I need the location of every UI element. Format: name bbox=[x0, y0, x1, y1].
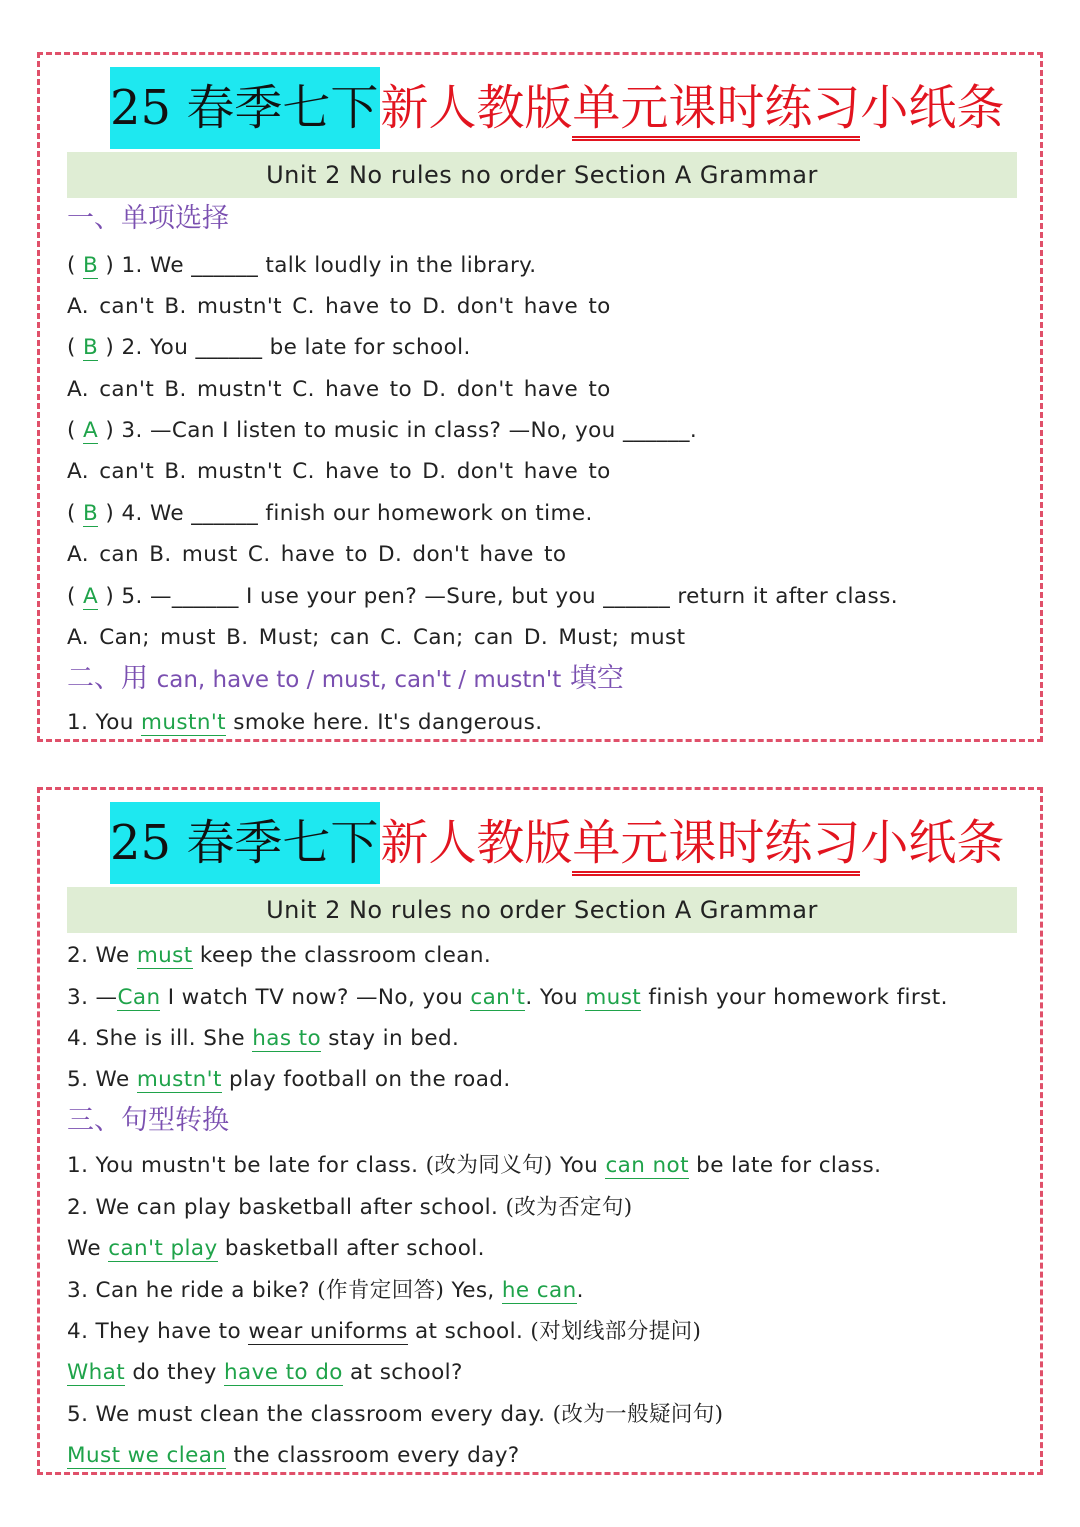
answer: B bbox=[83, 253, 99, 278]
unit-banner: Unit 2 No rules no order Section A Grammar bbox=[67, 887, 1017, 933]
transform-2-answer: We can't play basketball after school. bbox=[67, 1236, 485, 1261]
title-highlight: 25 春季七下 bbox=[110, 67, 380, 149]
options-1: A. can't B. mustn't C. have to D. don't have to bbox=[67, 294, 611, 319]
worksheet-title: 25 春季七下新人教版单元课时练习小纸条 bbox=[110, 67, 1004, 149]
unit-banner: Unit 2 No rules no order Section A Grammar bbox=[67, 152, 1017, 198]
fill-4: 4. She is ill. She has to stay in bed. bbox=[67, 1026, 460, 1051]
fill-3: 3. —Can I watch TV now? —No, you can't. You must finish your homework first. bbox=[67, 985, 948, 1010]
underlined-phrase: wear uniforms bbox=[248, 1319, 408, 1344]
answer: can not bbox=[605, 1153, 689, 1178]
answer: What bbox=[67, 1360, 126, 1385]
options-2: A. can't B. mustn't C. have to D. don't have to bbox=[67, 377, 611, 402]
answer: can't bbox=[470, 985, 526, 1010]
section-heading: 三、句型转换 bbox=[67, 1105, 229, 1136]
answer: B bbox=[83, 501, 99, 526]
section-heading: 一、单项选择 bbox=[67, 203, 229, 234]
transform-1: 1. You mustn't be late for class. (改为同义句) You can not be late for class. bbox=[67, 1153, 882, 1178]
answer: have to do bbox=[224, 1360, 343, 1385]
worksheet-card-1 bbox=[37, 52, 1043, 742]
worksheet-title: 25 春季七下新人教版单元课时练习小纸条 bbox=[110, 802, 1004, 884]
transform-4-answer: What do they have to do at school? bbox=[67, 1360, 463, 1385]
answer: must bbox=[136, 943, 193, 968]
question-1: ( B ) 1. We ______ talk loudly in the library. bbox=[67, 253, 537, 278]
fill-1: 1. You mustn't smoke here. It's dangerous. bbox=[67, 710, 543, 735]
transform-5: 5. We must clean the classroom every day. (改为一般疑问句) bbox=[67, 1402, 724, 1427]
title-highlight: 25 春季七下 bbox=[110, 802, 380, 884]
answer: B bbox=[83, 335, 99, 360]
answer: has to bbox=[252, 1026, 322, 1051]
options-5: A. Can; must B. Must; can C. Can; can D. Must; must bbox=[67, 625, 686, 650]
section-heading: 二、用 can, have to / must, can't / mustn't 填空 bbox=[67, 663, 624, 694]
transform-4: 4. They have to wear uniforms at school. (对划线部分提问) bbox=[67, 1319, 702, 1344]
options-4: A. can B. must C. have to D. don't have to bbox=[67, 542, 567, 567]
answer: he can bbox=[501, 1278, 577, 1303]
answer: can't play bbox=[108, 1236, 218, 1261]
question-3: ( A ) 3. —Can I listen to music in class? —No, you ______. bbox=[67, 418, 698, 443]
answer: must bbox=[585, 985, 642, 1010]
worksheet-card-2 bbox=[37, 787, 1043, 1475]
options-3: A. can't B. mustn't C. have to D. don't have to bbox=[67, 459, 611, 484]
question-2: ( B ) 2. You ______ be late for school. bbox=[67, 335, 471, 360]
question-5: ( A ) 5. —______ I use your pen? —Sure, but you ______ return it after class. bbox=[67, 584, 898, 609]
fill-5: 5. We mustn't play football on the road. bbox=[67, 1067, 511, 1092]
answer: mustn't bbox=[141, 710, 227, 735]
transform-3: 3. Can he ride a bike? (作肯定回答) Yes, he can. bbox=[67, 1278, 584, 1303]
answer: Can bbox=[117, 985, 161, 1010]
transform-5-answer: Must we clean the classroom every day? bbox=[67, 1443, 520, 1468]
answer: mustn't bbox=[136, 1067, 222, 1092]
fill-2: 2. We must keep the classroom clean. bbox=[67, 943, 492, 968]
question-4: ( B ) 4. We ______ finish our homework on time. bbox=[67, 501, 593, 526]
transform-2: 2. We can play basketball after school. (改为否定句) bbox=[67, 1195, 633, 1220]
answer: Must we clean bbox=[67, 1443, 227, 1468]
answer: A bbox=[83, 584, 99, 609]
answer: A bbox=[83, 418, 99, 443]
